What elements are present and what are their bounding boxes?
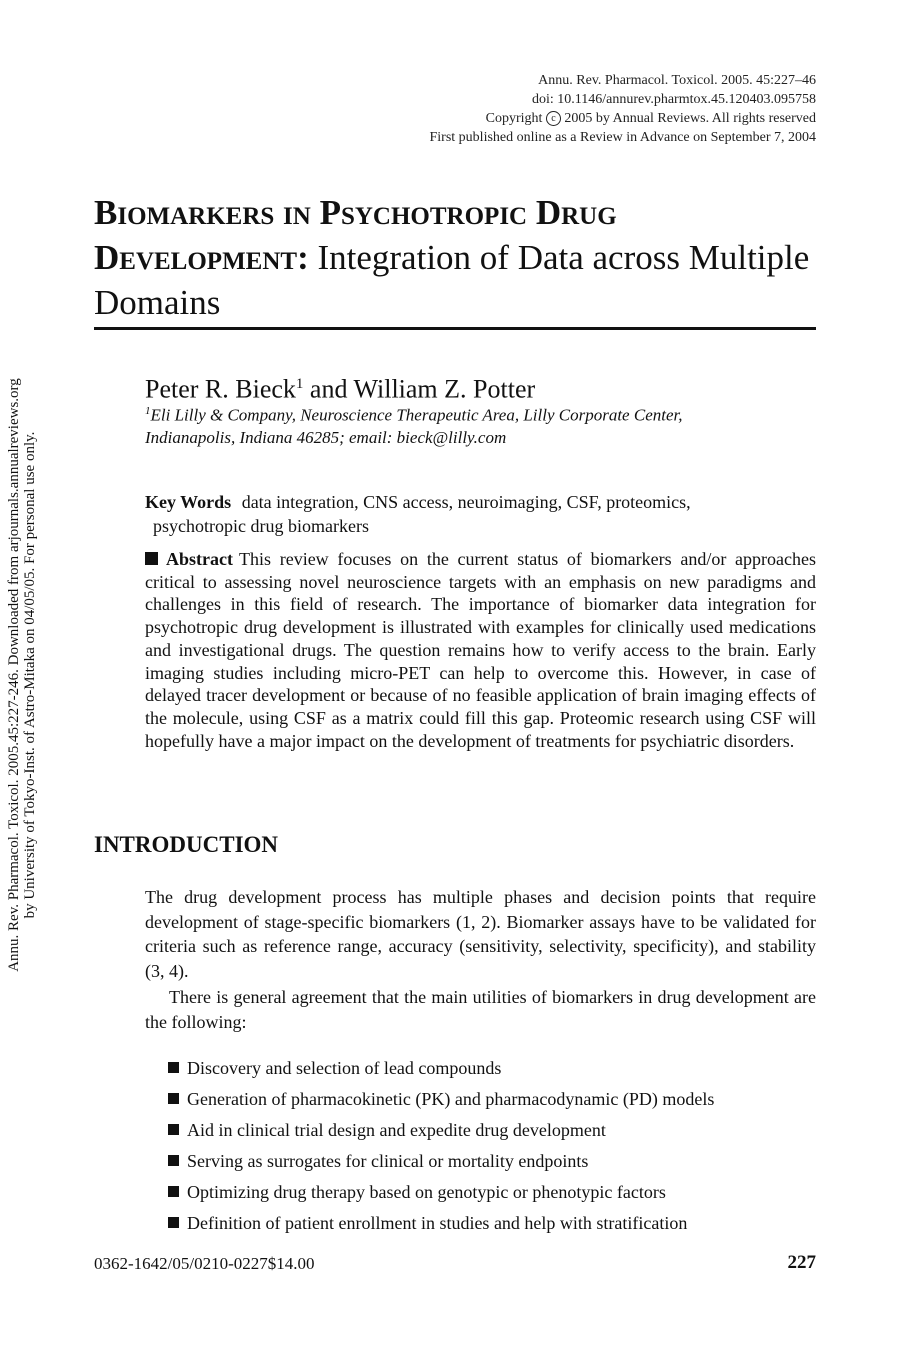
bullet-square-icon [168,1217,179,1228]
list-item-text: Generation of pharmacokinetic (PK) and pharmacodynamic (PD) models [187,1088,715,1109]
citation: Annu. Rev. Pharmacol. Toxicol. 2005. 45:227–46 [538,73,816,88]
page-number: 227 [787,1252,816,1273]
abstract-label: Abstract [166,549,233,569]
copyright-symbol: c [546,111,561,126]
intro-paragraph-1: The drug development process has multiple phases and decision points that require development of stage-specific biomarkers (1, 2). Biomarker assays have to be validated for criteria such as reference range, accuracy (sensitivity, selectivity, specificity), and stability (3, 4). [145,887,816,981]
abstract-square-icon [145,552,158,565]
download-notice-line1: Annu. Rev. Pharmacol. Toxicol. 2005.45:227-246. Downloaded from arjournals.annualreviews.org [6,377,22,972]
bullet-square-icon [168,1124,179,1135]
keywords-line1: data integration, CNS access, neuroimaging, CSF, proteomics, [241,492,691,512]
title-rule [94,327,816,330]
affiliation [145,400,785,449]
list-item [168,1207,828,1238]
copyright-suffix: 2005 by Annual Reviews. All rights reserved [564,111,816,126]
utility-list [168,1052,828,1238]
doi: doi: 10.1146/annurev.pharmtox.45.120403.095758 [532,92,816,107]
author-1-affiliation-mark: 1 [295,376,304,392]
list-item [168,1114,828,1145]
download-notice-line2: by University of Tokyo-Inst. of Astro-Mitaka on 04/05/05. For personal use only. [22,431,38,918]
affiliation-line2: Indianapolis, Indiana 46285; email: bieck@lilly.com [145,427,507,447]
bullet-square-icon [168,1093,179,1104]
list-item-text: Discovery and selection of lead compounds [187,1057,502,1078]
bullet-square-icon [168,1155,179,1166]
bullet-square-icon [168,1062,179,1073]
copyright-prefix: Copyright [485,111,543,126]
affiliation-mark: 1 [145,405,151,417]
list-item [168,1145,828,1176]
list-item-text: Serving as surrogates for clinical or mortality endpoints [187,1150,589,1171]
copyright [430,109,817,128]
list-item-text: Definition of patient enrollment in studies and help with stratification [187,1212,688,1233]
list-item-text: Optimizing drug therapy based on genotypic or phenotypic factors [187,1181,666,1202]
section-heading-introduction: INTRODUCTION [94,832,279,857]
list-item [168,1052,828,1083]
affiliation-line1: Eli Lilly & Company, Neuroscience Therapeutic Area, Lilly Corporate Center, [150,405,683,425]
title-subtitle: Integration of Data across Multiple Domains [94,238,810,322]
abstract-text: This review focuses on the current status of biomarkers and/or approaches critical to assessing novel neuroscience targets with an emphasis on new paradigms and challenges in this field of research. The importance of biomarker data integration for psychotropic drug development is illustrated with examples for clinically used medications and investigational drugs. The question remains how to verify access to the brain. Early imaging studies including micro-PET can help to overcome this. However, in case of delayed tracer development or because of no feasible application of brain imaging effects of the molecule, using CSF as a matrix could fill this gap. Proteomic research using CSF will hopefully have a major impact on the development of treatments for psychiatric disorders. [145,549,816,751]
journal-header [430,71,817,147]
intro-paragraph-2: There is general agreement that the main utilities of biomarkers in drug development are the following: [145,987,816,1032]
article-title [94,190,814,325]
issn-price-code: 0362-1642/05/0210-0227$14.00 [94,1254,315,1273]
abstract [145,548,816,752]
bullet-square-icon [168,1186,179,1197]
keywords-line2: psychotropic drug biomarkers [153,516,369,536]
author-1: Peter R. Bieck [145,374,296,404]
list-item [168,1083,828,1114]
publication-date: First published online as a Review in Advance on September 7, 2004 [429,130,816,145]
author-2: and William Z. Potter [303,374,536,404]
keywords [145,490,805,538]
list-item [168,1176,828,1207]
download-notice [0,342,44,1007]
keywords-label: Key Words [145,492,232,512]
list-item-text: Aid in clinical trial design and expedite drug development [187,1119,606,1140]
title-main: Biomarkers in Psychotropic Drug Development: [94,193,617,277]
